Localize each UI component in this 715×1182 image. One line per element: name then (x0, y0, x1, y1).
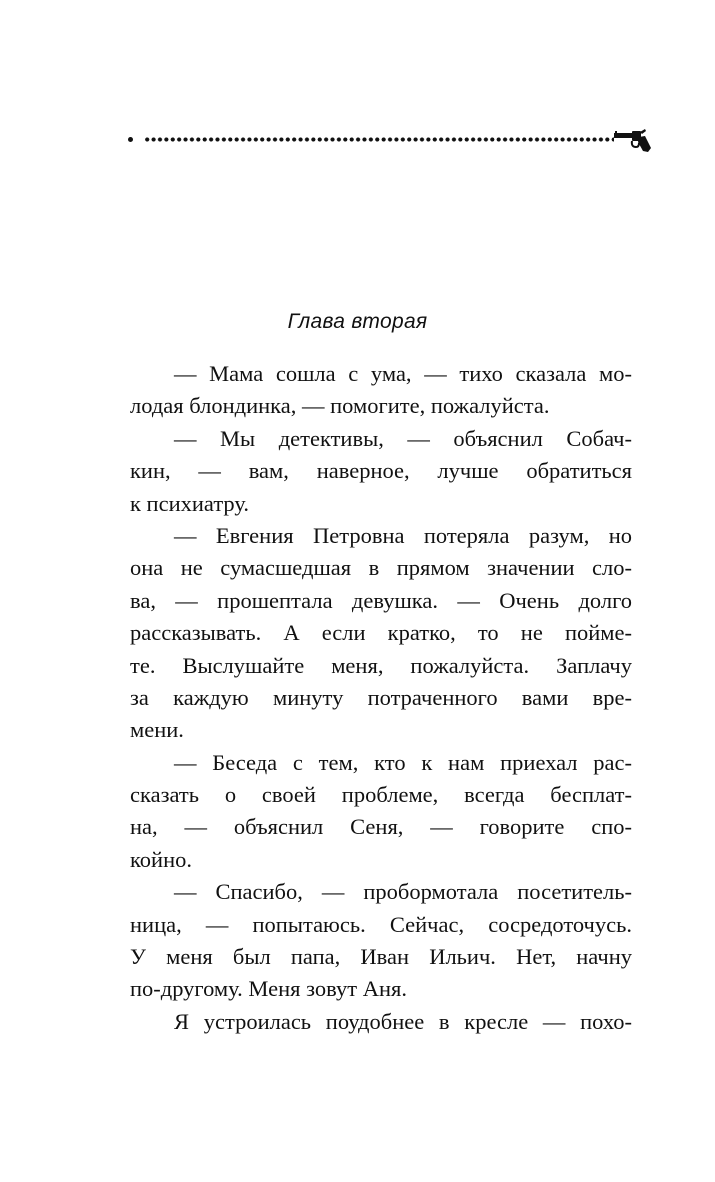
text-line: — Мама сошла с ума, — тихо сказала мо- (174, 361, 632, 386)
text-line: — Спасибо, — пробормотала посетитель- (174, 879, 632, 905)
text-line: те. Выслушайте меня, пожалуйста. Заплачу (130, 652, 632, 678)
text-line: — Евгения Петровна потеряла разум, но (174, 522, 632, 548)
text-line: мени. (130, 717, 184, 743)
text-line: рассказывать. А если кратко, то не пойме- (130, 620, 632, 646)
text-line: лодая блондинка, — помогите, пожалуйста. (130, 393, 550, 419)
text-line: — Беседа с тем, кто к нам приехал рас- (174, 749, 632, 775)
text-line: койно. (130, 846, 192, 872)
chapter-title: Глава вторая (287, 310, 428, 333)
text-line: по-другому. Меня зовут Аня. (130, 976, 407, 1002)
body-text (130, 358, 632, 1038)
header-dotted-rule (128, 128, 652, 154)
text-line: ница, — попытаюсь. Сейчас, сосредоточусь. (130, 911, 632, 937)
dotted-line (144, 137, 614, 142)
text-line: Я устроилась поудобнее в кресле — похо- (174, 1008, 632, 1034)
text-line: У меня был папа, Иван Ильич. Нет, начну (130, 944, 632, 970)
text-line: к психиатру. (130, 490, 250, 516)
text-line: за каждую минуту потраченного вами вре- (130, 684, 632, 710)
text-line: кин, — вам, наверное, лучше обратиться (130, 458, 632, 484)
lead-dot (128, 137, 133, 142)
text-line: сказать о своей проблеме, всегда бесплат- (130, 782, 632, 808)
text-line: она не сумасшедшая в прямом значении сло- (130, 555, 632, 581)
revolver-icon (614, 128, 652, 154)
text-line: — Мы детективы, — объяснил Собач- (174, 425, 632, 451)
text-line: ва, — прошептала девушка. — Очень долго (130, 587, 632, 613)
text-line: на, — объяснил Сеня, — говорите спо- (130, 814, 632, 840)
